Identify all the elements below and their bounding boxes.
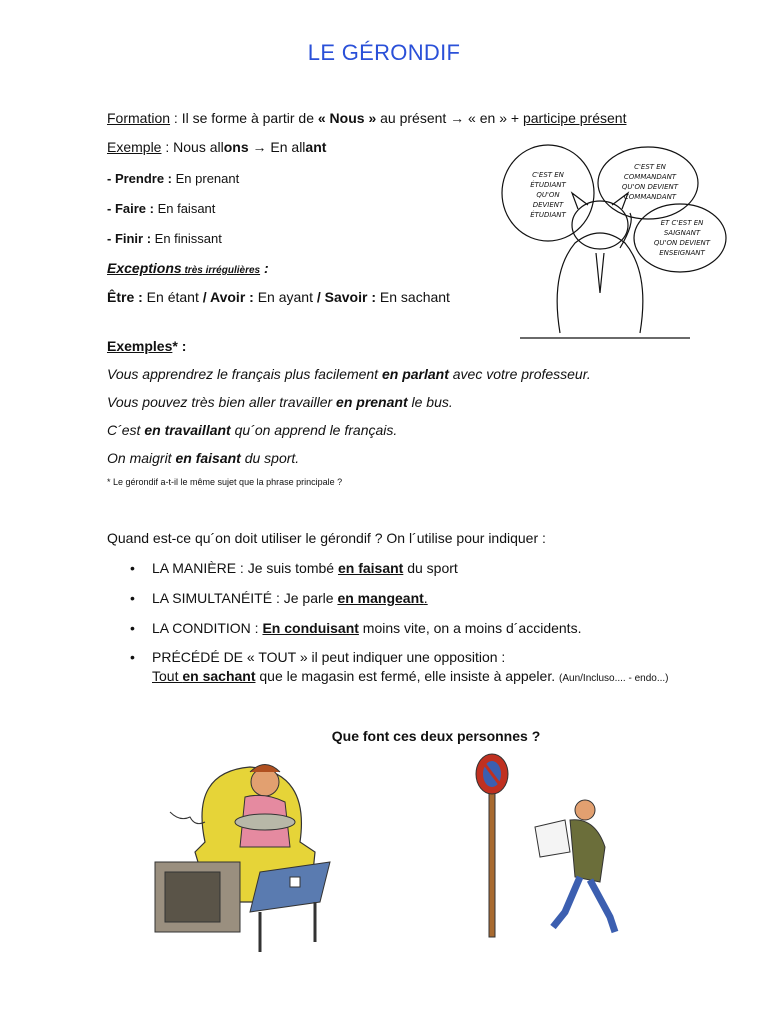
example-text: Vous apprendrez le français plus facilement: [107, 366, 382, 382]
irregular-avoir: / Avoir :: [202, 289, 254, 305]
bullet-icon: •: [130, 590, 135, 606]
usage-item: [152, 560, 458, 576]
irregular-line: [107, 289, 450, 305]
formation-text: : Il se forme à partir de: [170, 110, 318, 126]
verb-name: - Faire :: [107, 201, 154, 216]
bubble-text: QU'ON DEVIENT: [621, 183, 679, 191]
example-text: On maigrit: [107, 450, 176, 466]
verb-form: En prenant: [172, 171, 240, 186]
examples-label: Exemples: [107, 338, 173, 354]
bullet-icon: •: [130, 649, 135, 665]
usage-text: LA SIMULTANÉITÉ : Je parle: [152, 590, 338, 606]
usage-item: PRÉCÉDÉ DE « TOUT » il peut indiquer une opposition :: [152, 649, 506, 665]
example-text: C´est: [107, 422, 145, 438]
page-title: LE GÉRONDIF: [307, 40, 461, 65]
man-reading-illustration: [465, 752, 635, 942]
example-text: du sport.: [240, 450, 300, 466]
bubble-text: ÉTUDIANT: [530, 211, 566, 219]
arrow-icon: →: [450, 110, 465, 126]
bubble-text: ÉTUDIANT: [530, 181, 566, 189]
example-sentence: [107, 422, 397, 438]
exceptions-heading: [107, 260, 269, 276]
bubble-text: DEVIENT: [532, 201, 564, 209]
verb-item: [107, 201, 215, 216]
example-sentence: [107, 366, 591, 382]
usage-item: [152, 590, 428, 606]
irregular-avoir-form: En ayant: [253, 289, 317, 305]
opposition-text: que le magasin est fermé, elle insiste à appeler.: [255, 668, 560, 684]
bubble-text: SAIGNANT: [663, 229, 701, 237]
usage-gerund: en mangeant: [337, 590, 424, 606]
example-sentence: [107, 394, 453, 410]
irregular-etre-form: En étant: [142, 289, 203, 305]
arrow-icon: →: [252, 139, 267, 155]
bubble-text: COMMANDANT: [623, 193, 677, 201]
verb-form: En faisant: [153, 201, 216, 216]
example-text: Vous pouvez très bien aller travailler: [107, 394, 337, 410]
activity-question: Que font ces deux personnes ?: [331, 728, 541, 744]
example-text: qu´on apprend le français.: [230, 422, 398, 438]
formation-label: Formation: [107, 110, 171, 126]
formation-text2: au présent: [376, 110, 451, 126]
bubble-text: C'EST EN: [634, 163, 666, 171]
usage-question: Quand est-ce qu´on doit utiliser le gérondif ? On l´utilise pour indiquer :: [107, 530, 546, 546]
example-sentence: [107, 450, 299, 466]
example-text: le bus.: [407, 394, 453, 410]
usage-gerund: En conduisant: [262, 620, 359, 636]
example-gerund: en parlant: [381, 366, 449, 382]
verb-item: [107, 231, 222, 246]
exemple-ons: ons: [223, 139, 249, 155]
usage-text: LA CONDITION :: [152, 620, 263, 636]
bullet-icon: •: [130, 560, 135, 576]
examples-heading: [107, 338, 186, 354]
exemple-ant: ant: [305, 139, 327, 155]
bubble-text: COMMANDANT: [623, 173, 677, 181]
formation-line: [107, 110, 626, 126]
footnote: * Le gérondif a-t-il le même sujet que la phrase principale ?: [107, 477, 343, 487]
usage-text: .: [423, 590, 428, 606]
verb-item: [107, 171, 239, 186]
opposition-tout: Tout: [152, 668, 183, 684]
verb-name: - Finir :: [107, 231, 152, 246]
example-gerund: en prenant: [336, 394, 408, 410]
bubble-text: QU'ON: [536, 191, 560, 199]
opposition-gerund: en sachant: [182, 668, 256, 684]
exemple-text2: En all: [266, 139, 306, 155]
usage-text: moins vite, on a moins d´accidents.: [358, 620, 582, 636]
woman-armchair-illustration: [150, 752, 340, 957]
usage-item: [152, 620, 581, 636]
exemple-line: [107, 139, 326, 155]
usage-gerund: en faisant: [337, 560, 404, 576]
formation-text3: « en » +: [464, 110, 523, 126]
exceptions-colon: :: [260, 260, 269, 276]
comic-illustration: [500, 143, 730, 353]
irregular-savoir: / Savoir :: [316, 289, 376, 305]
bullet-icon: •: [130, 620, 135, 636]
exceptions-label: Exceptions: [107, 260, 182, 276]
exemple-label: Exemple: [107, 139, 162, 155]
bubble-text: C'EST EN: [532, 171, 564, 179]
opposition-example: [152, 668, 669, 684]
usage-text: LA MANIÈRE : Je suis tombé: [152, 560, 338, 576]
bubble-text: ENSEIGNANT: [659, 249, 705, 257]
bubble-text: QU'ON DEVIENT: [653, 239, 711, 247]
usage-text: du sport: [403, 560, 458, 576]
exceptions-sub: très irrégulières: [181, 265, 261, 276]
irregular-savoir-form: En sachant: [376, 289, 450, 305]
formation-participe: participe présent: [522, 110, 627, 126]
example-gerund: en faisant: [175, 450, 241, 466]
bubble-text: ET C'EST EN: [660, 219, 704, 227]
opposition-aside: (Aun/Incluso.... - endo...): [559, 673, 669, 684]
example-gerund: en travaillant: [144, 422, 231, 438]
verb-name: - Prendre :: [107, 171, 173, 186]
exemple-text: : Nous all: [161, 139, 224, 155]
verb-form: En finissant: [151, 231, 222, 246]
examples-star: * :: [172, 338, 187, 354]
formation-nous: « Nous »: [317, 110, 377, 126]
irregular-etre: Être :: [107, 289, 143, 305]
example-text: avec votre professeur.: [448, 366, 591, 382]
